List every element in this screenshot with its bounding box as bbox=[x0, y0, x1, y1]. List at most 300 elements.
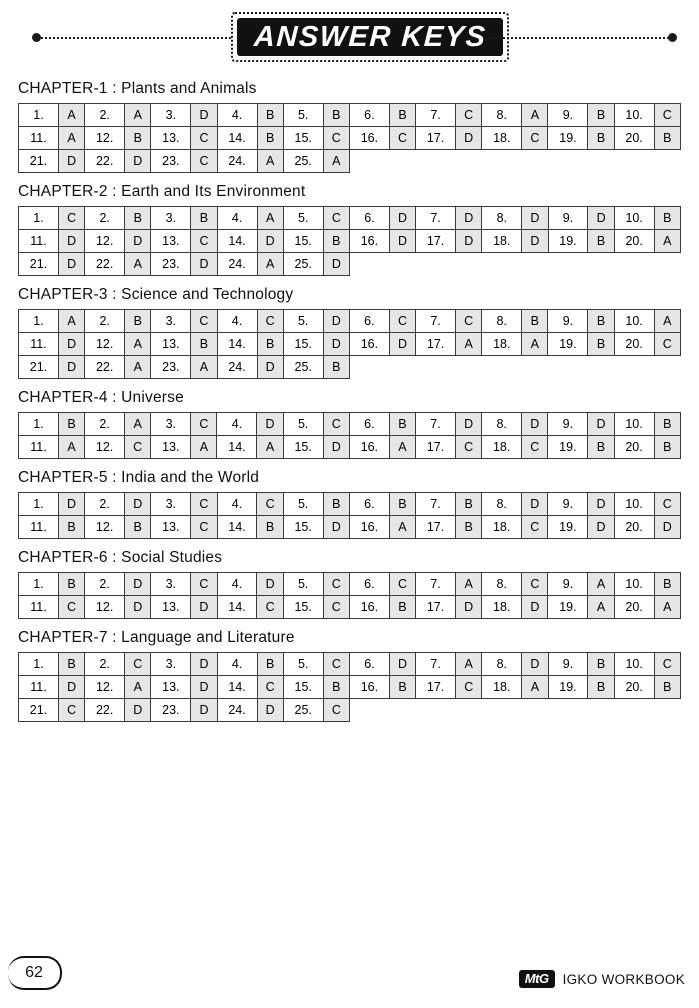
answer-value: C bbox=[522, 127, 548, 150]
question-number: 13. bbox=[151, 333, 191, 356]
question-number: 1. bbox=[19, 493, 59, 516]
question-number: 14. bbox=[217, 333, 257, 356]
answer-value: D bbox=[588, 493, 614, 516]
answer-value: A bbox=[125, 356, 151, 379]
page-header bbox=[18, 8, 681, 70]
answer-value: A bbox=[522, 676, 548, 699]
answer-value: D bbox=[125, 150, 151, 173]
answer-value: D bbox=[456, 596, 482, 619]
question-number: 24. bbox=[217, 253, 257, 276]
question-number: 11. bbox=[19, 676, 59, 699]
question-number: 2. bbox=[85, 104, 125, 127]
table-row bbox=[19, 493, 681, 516]
answer-value: C bbox=[323, 127, 349, 150]
answer-value: B bbox=[588, 653, 614, 676]
question-number: 12. bbox=[85, 676, 125, 699]
question-number: 16. bbox=[349, 127, 389, 150]
answer-value: A bbox=[389, 436, 415, 459]
question-number: 10. bbox=[614, 310, 654, 333]
question-number: 17. bbox=[416, 333, 456, 356]
question-number: 16. bbox=[349, 676, 389, 699]
question-number: 2. bbox=[85, 653, 125, 676]
answer-value: D bbox=[455, 413, 481, 436]
answer-value: C bbox=[323, 596, 349, 619]
table-row bbox=[19, 230, 681, 253]
answer-value: B bbox=[456, 493, 482, 516]
question-number: 23. bbox=[151, 699, 191, 722]
answer-table bbox=[18, 103, 681, 173]
question-number: 2. bbox=[85, 493, 125, 516]
answer-value: C bbox=[58, 596, 84, 619]
answer-value: D bbox=[58, 676, 84, 699]
question-number: 4. bbox=[217, 104, 257, 127]
question-number: 3. bbox=[151, 104, 191, 127]
answer-value: D bbox=[389, 333, 415, 356]
question-number: 3. bbox=[151, 413, 191, 436]
answer-value: D bbox=[257, 356, 283, 379]
answer-value: D bbox=[654, 516, 680, 539]
answer-value: C bbox=[191, 573, 217, 596]
answer-value: A bbox=[125, 253, 151, 276]
question-number: 6. bbox=[349, 207, 389, 230]
question-number: 17. bbox=[416, 676, 456, 699]
chapter-block bbox=[18, 469, 681, 539]
answer-value: B bbox=[654, 127, 680, 150]
question-number: 5. bbox=[283, 413, 323, 436]
answer-value: B bbox=[58, 653, 84, 676]
answer-value: D bbox=[191, 104, 217, 127]
question-number: 3. bbox=[151, 573, 191, 596]
question-number: 9. bbox=[548, 310, 588, 333]
answer-value: B bbox=[389, 596, 415, 619]
question-number: 16. bbox=[349, 230, 389, 253]
answer-value: D bbox=[323, 516, 349, 539]
answer-value: C bbox=[323, 653, 349, 676]
answer-value: C bbox=[654, 104, 680, 127]
question-number: 10. bbox=[614, 653, 654, 676]
answer-value: A bbox=[257, 436, 283, 459]
answer-value: B bbox=[257, 127, 283, 150]
table-row bbox=[19, 516, 681, 539]
chapter-title: CHAPTER-7 : Language and Literature bbox=[18, 629, 295, 646]
answer-value: B bbox=[191, 207, 217, 230]
answer-table bbox=[18, 412, 681, 459]
answer-value: A bbox=[588, 596, 614, 619]
answer-value: B bbox=[588, 310, 614, 333]
table-row bbox=[19, 676, 681, 699]
question-number: 15. bbox=[283, 333, 323, 356]
question-number: 4. bbox=[217, 310, 257, 333]
answer-value: C bbox=[191, 127, 217, 150]
question-number: 14. bbox=[217, 127, 257, 150]
answer-value: A bbox=[257, 253, 283, 276]
question-number: 25. bbox=[283, 253, 323, 276]
question-number: 25. bbox=[283, 356, 323, 379]
question-number: 23. bbox=[151, 253, 191, 276]
question-number: 5. bbox=[283, 573, 323, 596]
answer-value: C bbox=[654, 333, 680, 356]
question-number: 21. bbox=[19, 150, 59, 173]
answer-value: C bbox=[125, 436, 151, 459]
question-number: 2. bbox=[85, 310, 125, 333]
answer-value: B bbox=[323, 356, 349, 379]
question-number: 6. bbox=[349, 310, 389, 333]
answer-value: A bbox=[125, 333, 151, 356]
answer-value: C bbox=[58, 699, 84, 722]
answer-value: D bbox=[588, 516, 614, 539]
question-number: 11. bbox=[19, 436, 59, 459]
answer-value: D bbox=[125, 596, 151, 619]
title-banner bbox=[237, 18, 503, 56]
answer-value: B bbox=[323, 676, 349, 699]
answer-value: B bbox=[588, 104, 614, 127]
answer-value: D bbox=[58, 493, 84, 516]
answer-value: A bbox=[456, 333, 482, 356]
answer-value: B bbox=[654, 573, 680, 596]
answer-value: B bbox=[588, 127, 614, 150]
answer-value: D bbox=[58, 150, 84, 173]
answer-value: D bbox=[588, 207, 614, 230]
question-number: 19. bbox=[548, 436, 588, 459]
question-number: 2. bbox=[85, 573, 125, 596]
answer-value: D bbox=[522, 596, 548, 619]
answer-value: B bbox=[58, 516, 84, 539]
answer-value: A bbox=[588, 573, 614, 596]
question-number: 15. bbox=[283, 676, 323, 699]
answer-value: A bbox=[125, 413, 151, 436]
answer-value: B bbox=[456, 516, 482, 539]
answer-table bbox=[18, 652, 681, 722]
question-number: 20. bbox=[614, 127, 654, 150]
answer-value: D bbox=[125, 493, 151, 516]
question-number: 12. bbox=[85, 127, 125, 150]
answer-value: D bbox=[323, 310, 349, 333]
question-number: 4. bbox=[217, 573, 257, 596]
chapter-block bbox=[18, 629, 681, 722]
answer-value: B bbox=[522, 310, 548, 333]
question-number: 14. bbox=[217, 516, 257, 539]
answer-value: B bbox=[323, 230, 349, 253]
answer-value: B bbox=[588, 333, 614, 356]
question-number: 17. bbox=[416, 516, 456, 539]
question-number: 19. bbox=[548, 333, 588, 356]
question-number: 19. bbox=[548, 230, 588, 253]
answer-value: A bbox=[654, 230, 680, 253]
answer-value: D bbox=[456, 127, 482, 150]
answer-value: C bbox=[191, 150, 217, 173]
answer-value: A bbox=[58, 127, 84, 150]
question-number: 5. bbox=[283, 493, 323, 516]
question-number: 13. bbox=[151, 127, 191, 150]
answer-value: D bbox=[58, 253, 84, 276]
question-number: 7. bbox=[416, 104, 456, 127]
answer-value: A bbox=[323, 150, 349, 173]
question-number: 18. bbox=[482, 596, 522, 619]
question-number: 5. bbox=[283, 310, 323, 333]
answer-value: B bbox=[257, 333, 283, 356]
answer-value: C bbox=[456, 676, 482, 699]
answer-value: B bbox=[257, 653, 283, 676]
question-number: 13. bbox=[151, 230, 191, 253]
footer-branding bbox=[519, 970, 685, 988]
answer-value: D bbox=[456, 207, 482, 230]
answer-value: B bbox=[654, 207, 680, 230]
chapter-title: CHAPTER-1 : Plants and Animals bbox=[18, 80, 257, 97]
answer-value: C bbox=[257, 596, 283, 619]
table-row bbox=[19, 104, 681, 127]
answer-value: D bbox=[323, 436, 349, 459]
answer-value: C bbox=[257, 493, 283, 516]
question-number: 20. bbox=[614, 333, 654, 356]
answer-value: B bbox=[125, 127, 151, 150]
answer-table bbox=[18, 492, 681, 539]
answer-value: C bbox=[389, 127, 415, 150]
page-number: 62 bbox=[8, 956, 62, 990]
answer-value: C bbox=[323, 207, 349, 230]
answer-value: C bbox=[257, 676, 283, 699]
answer-value: D bbox=[389, 207, 415, 230]
header-dot-right bbox=[668, 33, 677, 42]
answer-value: D bbox=[522, 230, 548, 253]
question-number: 25. bbox=[283, 699, 323, 722]
question-number: 15. bbox=[283, 516, 323, 539]
answer-value: B bbox=[257, 104, 283, 127]
question-number: 2. bbox=[85, 413, 125, 436]
question-number: 18. bbox=[482, 436, 522, 459]
question-number: 18. bbox=[482, 127, 522, 150]
answer-value: C bbox=[191, 493, 217, 516]
answer-value: D bbox=[191, 253, 217, 276]
question-number: 16. bbox=[349, 436, 389, 459]
answer-value: D bbox=[522, 653, 548, 676]
question-number: 5. bbox=[283, 653, 323, 676]
answer-value: D bbox=[257, 413, 283, 436]
question-number: 19. bbox=[548, 676, 588, 699]
answer-value: B bbox=[191, 333, 217, 356]
question-number: 7. bbox=[416, 207, 456, 230]
question-number: 1. bbox=[19, 573, 59, 596]
question-number: 12. bbox=[85, 230, 125, 253]
question-number: 15. bbox=[283, 436, 323, 459]
answer-value: C bbox=[654, 653, 680, 676]
answer-value: A bbox=[125, 676, 151, 699]
question-number: 21. bbox=[19, 253, 59, 276]
question-number: 8. bbox=[482, 493, 522, 516]
question-number: 3. bbox=[151, 653, 191, 676]
question-number: 7. bbox=[416, 573, 456, 596]
question-number: 24. bbox=[217, 699, 257, 722]
question-number: 1. bbox=[19, 104, 59, 127]
question-number: 24. bbox=[217, 150, 257, 173]
header-dashline-right bbox=[488, 37, 673, 39]
question-number: 6. bbox=[349, 653, 389, 676]
question-number: 11. bbox=[19, 333, 59, 356]
question-number: 18. bbox=[482, 333, 522, 356]
question-number: 18. bbox=[482, 676, 522, 699]
answer-value: A bbox=[257, 150, 283, 173]
question-number: 15. bbox=[283, 127, 323, 150]
question-number: 8. bbox=[482, 104, 522, 127]
question-number: 23. bbox=[151, 150, 191, 173]
question-number: 10. bbox=[614, 413, 654, 436]
question-number: 6. bbox=[349, 493, 389, 516]
chapter-block bbox=[18, 286, 681, 379]
question-number: 11. bbox=[19, 127, 59, 150]
table-row bbox=[19, 653, 681, 676]
question-number: 7. bbox=[416, 493, 456, 516]
question-number: 13. bbox=[151, 596, 191, 619]
answer-value: D bbox=[58, 356, 84, 379]
title-box bbox=[231, 12, 509, 62]
question-number: 10. bbox=[614, 573, 654, 596]
question-number: 12. bbox=[85, 596, 125, 619]
question-number: 22. bbox=[85, 150, 125, 173]
answer-value: B bbox=[257, 516, 283, 539]
question-number: 21. bbox=[19, 356, 59, 379]
answer-value: B bbox=[588, 230, 614, 253]
answer-value: A bbox=[522, 333, 548, 356]
question-number: 9. bbox=[548, 573, 588, 596]
question-number: 16. bbox=[349, 596, 389, 619]
answer-value: D bbox=[125, 573, 151, 596]
answer-value: B bbox=[588, 436, 614, 459]
answer-value: A bbox=[58, 104, 84, 127]
question-number: 7. bbox=[416, 653, 456, 676]
question-number: 4. bbox=[217, 653, 257, 676]
question-number: 1. bbox=[19, 207, 59, 230]
footer-label: IGKO WORKBOOK bbox=[562, 971, 685, 987]
answer-keys-page bbox=[0, 8, 699, 1008]
answer-value: B bbox=[389, 413, 415, 436]
question-number: 11. bbox=[19, 596, 59, 619]
chapter-title: CHAPTER-6 : Social Studies bbox=[18, 549, 223, 566]
answer-value: B bbox=[125, 207, 151, 230]
answer-value: D bbox=[191, 653, 217, 676]
answer-value: D bbox=[323, 253, 349, 276]
answer-value: A bbox=[58, 310, 84, 333]
answer-value: A bbox=[456, 573, 482, 596]
answer-value: C bbox=[191, 230, 217, 253]
question-number: 18. bbox=[482, 516, 522, 539]
table-row bbox=[19, 699, 681, 722]
question-number: 20. bbox=[614, 230, 654, 253]
question-number: 21. bbox=[19, 699, 59, 722]
answer-value: D bbox=[58, 230, 84, 253]
table-row bbox=[19, 436, 681, 459]
question-number: 17. bbox=[416, 596, 456, 619]
answer-value: D bbox=[522, 207, 548, 230]
chapter-title: CHAPTER-2 : Earth and Its Environment bbox=[18, 183, 306, 200]
answer-value: C bbox=[455, 436, 481, 459]
question-number: 9. bbox=[548, 493, 588, 516]
question-number: 25. bbox=[283, 150, 323, 173]
answer-value: C bbox=[522, 436, 548, 459]
page-title: ANSWER KEYS bbox=[252, 20, 488, 53]
answer-value: C bbox=[191, 413, 217, 436]
answer-value: A bbox=[58, 436, 84, 459]
mtg-logo: MtG bbox=[519, 970, 555, 988]
question-number: 8. bbox=[482, 653, 522, 676]
chapter-block bbox=[18, 549, 681, 619]
answer-value: B bbox=[58, 573, 84, 596]
table-row bbox=[19, 253, 681, 276]
question-number: 11. bbox=[19, 230, 59, 253]
chapters-container bbox=[18, 80, 681, 722]
table-row bbox=[19, 310, 681, 333]
question-number: 16. bbox=[349, 333, 389, 356]
chapter-title: CHAPTER-3 : Science and Technology bbox=[18, 286, 294, 303]
answer-value: C bbox=[456, 310, 482, 333]
answer-value: A bbox=[257, 207, 283, 230]
answer-value: B bbox=[654, 436, 680, 459]
answer-value: A bbox=[191, 436, 217, 459]
question-number: 2. bbox=[85, 207, 125, 230]
question-number: 10. bbox=[614, 104, 654, 127]
answer-value: C bbox=[125, 653, 151, 676]
chapter-title: CHAPTER-5 : India and the World bbox=[18, 469, 260, 486]
answer-value: A bbox=[654, 310, 680, 333]
question-number: 3. bbox=[151, 493, 191, 516]
answer-value: C bbox=[323, 699, 349, 722]
question-number: 20. bbox=[614, 596, 654, 619]
answer-value: D bbox=[588, 413, 614, 436]
answer-value: C bbox=[654, 493, 680, 516]
answer-value: B bbox=[654, 676, 680, 699]
answer-value: C bbox=[522, 516, 548, 539]
question-number: 12. bbox=[85, 436, 125, 459]
question-number: 4. bbox=[217, 413, 257, 436]
question-number: 22. bbox=[85, 356, 125, 379]
answer-value: B bbox=[588, 676, 614, 699]
answer-value: D bbox=[191, 699, 217, 722]
answer-value: C bbox=[456, 104, 482, 127]
answer-table bbox=[18, 206, 681, 276]
question-number: 8. bbox=[482, 573, 522, 596]
question-number: 13. bbox=[151, 676, 191, 699]
chapter-block bbox=[18, 389, 681, 459]
question-number: 19. bbox=[548, 596, 588, 619]
table-row bbox=[19, 127, 681, 150]
question-number: 23. bbox=[151, 356, 191, 379]
question-number: 13. bbox=[151, 436, 191, 459]
table-row bbox=[19, 356, 681, 379]
answer-value: C bbox=[191, 516, 217, 539]
question-number: 19. bbox=[548, 516, 588, 539]
question-number: 7. bbox=[416, 413, 456, 436]
answer-value: D bbox=[323, 333, 349, 356]
question-number: 20. bbox=[614, 436, 654, 459]
answer-value: B bbox=[323, 493, 349, 516]
question-number: 8. bbox=[482, 207, 522, 230]
answer-value: A bbox=[389, 516, 415, 539]
question-number: 9. bbox=[548, 413, 588, 436]
table-row bbox=[19, 413, 681, 436]
answer-value: D bbox=[257, 699, 283, 722]
question-number: 24. bbox=[217, 356, 257, 379]
question-number: 15. bbox=[283, 596, 323, 619]
answer-value: B bbox=[389, 104, 415, 127]
question-number: 14. bbox=[217, 436, 257, 459]
question-number: 6. bbox=[349, 573, 389, 596]
answer-value: A bbox=[654, 596, 680, 619]
question-number: 1. bbox=[19, 310, 59, 333]
page-footer bbox=[0, 950, 699, 990]
question-number: 6. bbox=[349, 413, 389, 436]
answer-value: C bbox=[191, 310, 217, 333]
answer-value: D bbox=[389, 653, 415, 676]
question-number: 3. bbox=[151, 207, 191, 230]
chapter-title: CHAPTER-4 : Universe bbox=[18, 389, 184, 406]
